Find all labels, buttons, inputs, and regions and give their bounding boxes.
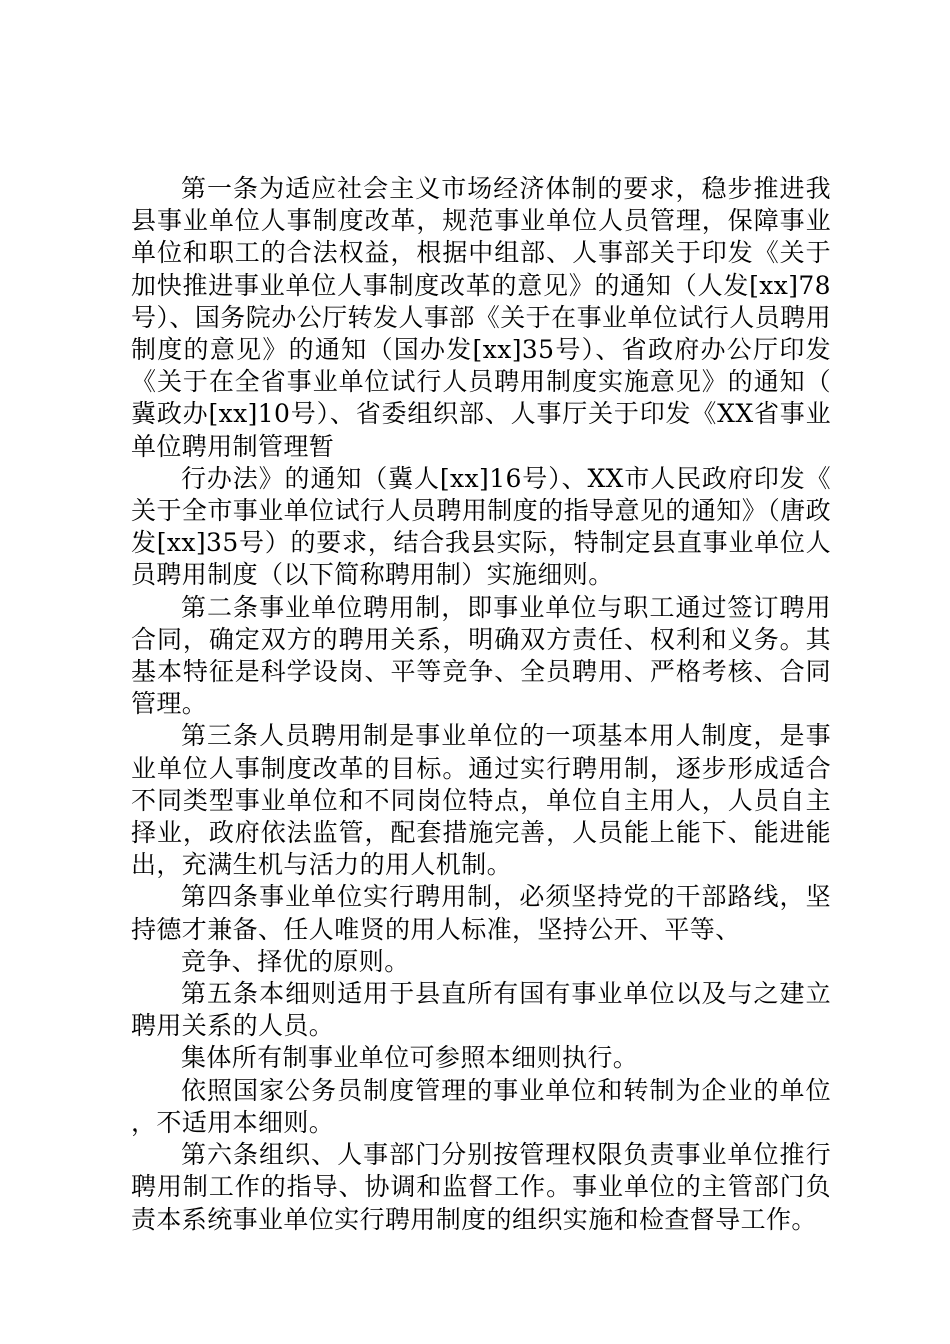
paragraph-article-5: 第五条本细则适用于县直所有国有事业单位以及与之建立聘用关系的人员。 xyxy=(131,979,831,1041)
paragraph-article-5-collective: 集体所有制事业单位可参照本细则执行。 xyxy=(181,1043,639,1073)
paragraph-article-4: 第四条事业单位实行聘用制，必须坚持党的干部路线，坚持德才兼备、任人唯贤的用人标准，坚持公开、平等、 xyxy=(131,882,831,944)
paragraph-article-4-continued: 竞争、择优的原则。 xyxy=(181,946,410,976)
paragraph-article-6: 第六条组织、人事部门分别按管理权限负责事业单位推行聘用制工作的指导、协调和监督工作。事业单位的主管部门负责本系统事业单位实行聘用制度的组织实施和检查督导工作。 xyxy=(131,1140,831,1234)
paragraph-article-5-exclusion: 依照国家公务员制度管理的事业单位和转制为企业的单位，不适用本细则。 xyxy=(131,1075,831,1137)
paragraph-article-1-continued: 行办法》的通知（冀人[xx]16号）、XX市人民政府印发《关于全市事业单位试行人员聘用制度的指导意见的通知》（唐政发[xx]35号）的要求，结合我县实际，特制定县直事业单位人员聘用制度（以下简称聘用制）实施细则。 xyxy=(131,463,831,590)
paragraph-article-3: 第三条人员聘用制是事业单位的一项基本用人制度，是事业单位人事制度改革的目标。通过实行聘用制，逐步形成适合不同类型事业单位和不同岗位特点，单位自主用人，人员自主择业，政府依法监管，配套措施完善，人员能上能下、能进能出，充满生机与活力的用人机制。 xyxy=(131,721,831,880)
paragraph-article-2: 第二条事业单位聘用制，即事业单位与职工通过签订聘用合同，确定双方的聘用关系，明确双方责任、权利和义务。其基本特征是科学设岗、平等竞争、全员聘用、严格考核、合同管理。 xyxy=(131,592,831,719)
paragraph-article-1: 第一条为适应社会主义市场经济体制的要求，稳步推进我县事业单位人事制度改革，规范事业单位人员管理，保障事业单位和职工的合法权益，根据中组部、人事部关于印发《关于加快推进事业单位人事制度改革的意见》的通知（人发[xx]78号）、国务院办公厅转发人事部《关于在事业单位试行人员聘用制度的意见》的通知（国办发[xx]35号）、省政府办公厅印发《关于在全省事业单位试行人员聘用制度实施意见》的通知（冀政办[xx]10号）、省委组织部、人事厅关于印发《XX省事业单位聘用制管理暂 xyxy=(131,174,831,461)
document-body xyxy=(131,173,831,1236)
